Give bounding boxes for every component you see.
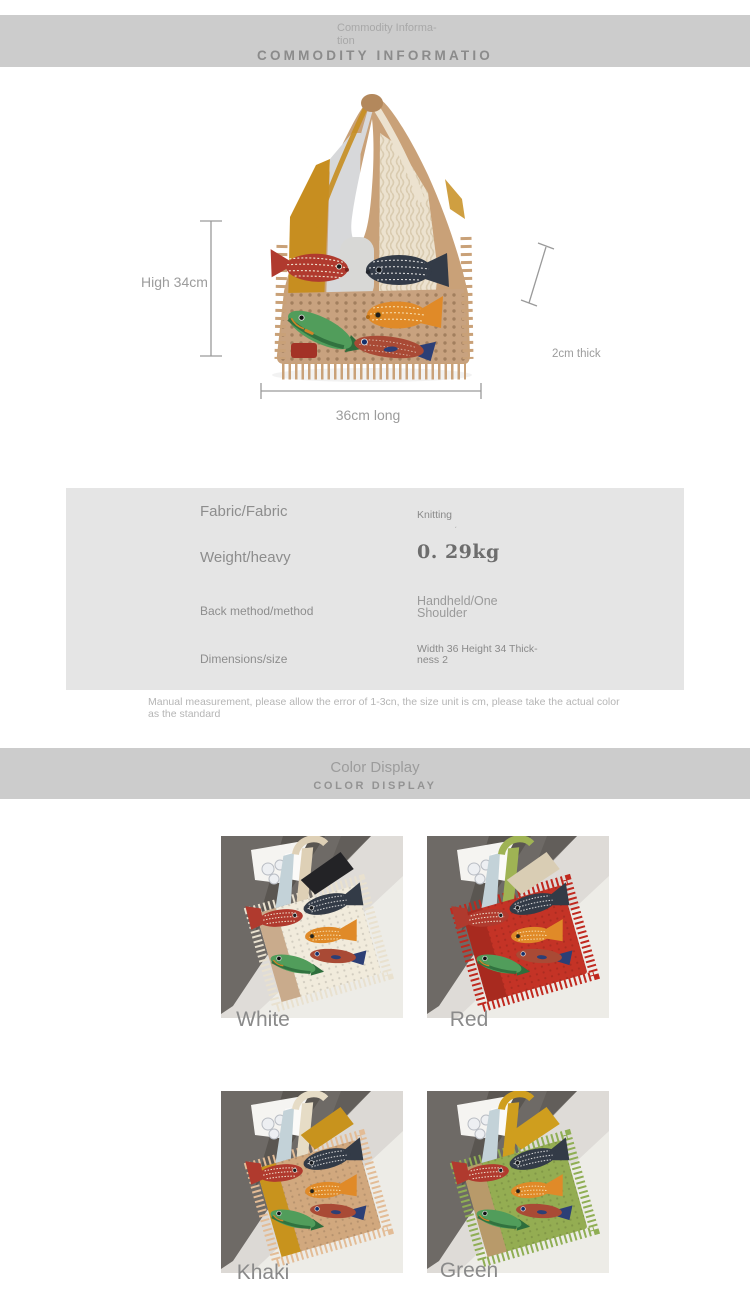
variant-label-white: White (236, 1008, 290, 1031)
length-measure-line (261, 383, 481, 399)
spec-table (66, 488, 684, 690)
banner-title: COMMODITY INFORMATIO (257, 48, 493, 63)
color-display-title: Color Display (330, 759, 420, 776)
variant-label-green: Green (439, 1259, 499, 1282)
thickness-measure-line (521, 243, 554, 306)
variant-photo-khaki (221, 1091, 403, 1273)
height-measurement-label: High 34cm (141, 274, 208, 290)
product-hero-image (0, 67, 750, 420)
banner-small-text: Commodity Informa-tion (337, 22, 437, 47)
color-display-banner (0, 748, 750, 799)
measurement-disclaimer: Manual measurement, please allow the error of 1-3cn, the size unit is cm, please take the actual color as the standard (148, 696, 620, 720)
spec-label-back-method: Back method/method (200, 604, 314, 618)
length-measurement-label: 36cm long (335, 407, 401, 423)
spec-value-weight: 0. 29kg (417, 541, 500, 563)
thickness-measurement-label: 2cm thick (552, 348, 601, 360)
variant-photo-green (427, 1091, 609, 1273)
spec-value-back-method: Handheld/One Shoulder (417, 594, 498, 620)
spec-label-weight: Weight/heavy (200, 549, 291, 566)
color-display-subtitle: COLOR DISPLAY (313, 780, 437, 792)
spec-label-dimensions: Dimensions/size (200, 652, 288, 666)
variant-label-red: Red (449, 1008, 489, 1031)
spec-label-fabric: Fabric/Fabric (200, 503, 288, 520)
variant-label-khaki: Khaki (236, 1261, 290, 1284)
variant-photo-red (427, 836, 609, 1018)
spec-value-fabric: Knitting (417, 509, 453, 521)
spec-value-dimensions: Width 36 Height 34 Thick-ness 2 (417, 643, 538, 666)
variant-photo-white (221, 836, 403, 1018)
stray-mark: ˏ (454, 518, 457, 528)
commodity-info-banner (0, 15, 750, 67)
product-measurement-figure (0, 67, 750, 423)
